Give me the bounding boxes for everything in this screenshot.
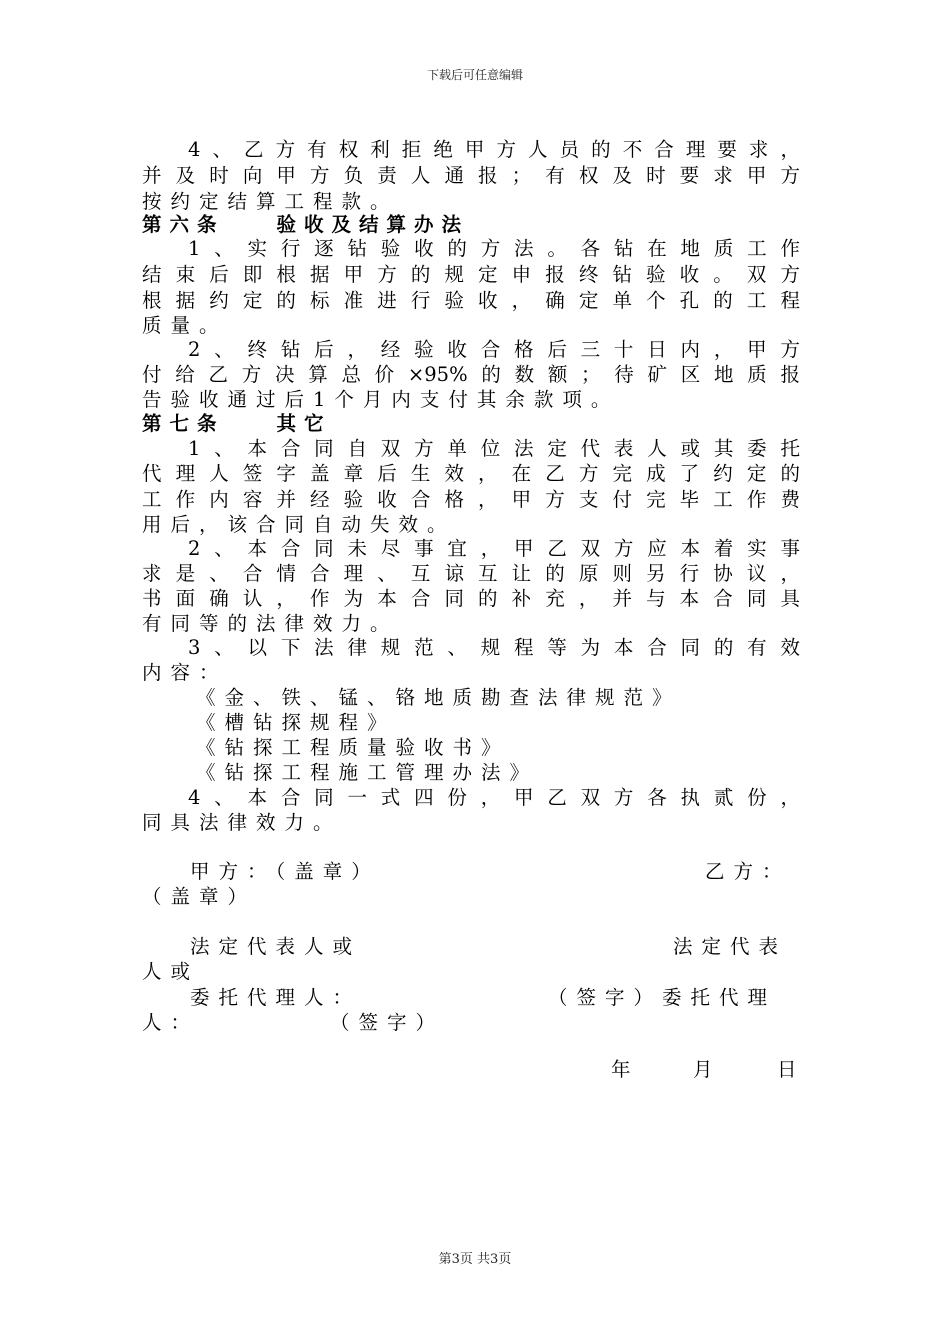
clause-line: 并及时向甲方负责人通报；有权及时要求甲方 <box>142 164 800 187</box>
article-title: 验收及结算办法 <box>276 213 470 236</box>
article-title: 其它 <box>276 412 332 435</box>
clause-line: 结束后即根据甲方的规定申报终钻验收。双方 <box>142 263 800 286</box>
party-b-representative: 法定代表 <box>673 935 788 958</box>
article-7-heading <box>142 411 800 437</box>
regulation-item: 《金、铁、锰、铬地质勘查法律规范》 <box>196 686 681 709</box>
clause-line: 4、乙方有权利拒绝甲方人员的不合理要求， <box>188 138 800 161</box>
clause-line: 有同等的法律效力。 <box>142 612 399 635</box>
clause-line: 付给乙方决算总价×95%的数额；待矿区地质报 <box>142 363 800 386</box>
party-a-representative: 法定代表人或 <box>190 935 362 958</box>
party-b-seal: （盖章） <box>142 885 257 908</box>
clause-line: 质量。 <box>142 314 228 337</box>
date-month: 月 <box>693 1058 722 1081</box>
regulation-item: 《槽钻探规程》 <box>196 711 396 734</box>
regulation-item: 《钻探工程施工管理办法》 <box>196 761 539 784</box>
article-number: 第六条 <box>142 213 225 236</box>
page-header: 下载后可任意编辑 <box>426 68 523 82</box>
date-day: 日 <box>777 1058 806 1081</box>
party-a-seal: 甲方：（盖章） <box>190 860 380 883</box>
party-a-agent: 委托代理人： <box>190 986 362 1009</box>
clause-line: 4、本合同一式四份，甲乙双方各执贰份， <box>188 786 800 809</box>
clause-line: 内容： <box>142 661 228 684</box>
date-year: 年 <box>611 1058 640 1081</box>
clause-line: 按约定结算工程款。 <box>142 190 399 213</box>
party-b-signature: （签字） <box>330 1011 445 1034</box>
party-b-label: 乙方： <box>705 860 791 883</box>
page-footer: 第3页 共3页 <box>438 1252 512 1267</box>
clause-line: 1、本合同自双方单位法定代表人或其委托 <box>188 437 800 460</box>
clause-line: 3、以下法律规范、规程等为本合同的有效 <box>188 636 800 659</box>
party-b-representative-cont: 人或 <box>142 960 200 983</box>
clause-line: 代理人签字盖章后生效，在乙方完成了约定的 <box>142 462 800 485</box>
clause-line: 告验收通过后1个月内支付其余款项。 <box>142 388 620 411</box>
clause-line: 根据约定的标准进行验收，确定单个孔的工程 <box>142 289 800 312</box>
clause-line: 求是、合情合理、互谅互让的原则另行协议， <box>142 562 800 585</box>
clause-line: 用后，该合同自动失效。 <box>142 513 456 536</box>
regulation-item: 《钻探工程质量验收书》 <box>196 736 510 759</box>
clause-line: 书面确认，作为本合同的补充，并与本合同具 <box>142 587 800 610</box>
clause-line: 1、实行逐钻验收的方法。各钻在地质工作 <box>188 237 800 260</box>
party-a-signature: （签字）委托代理 <box>548 986 777 1009</box>
clause-line: 同具法律效力。 <box>142 811 342 834</box>
party-b-agent: 人： <box>142 1011 200 1034</box>
article-number: 第七条 <box>142 412 225 435</box>
article-6-heading <box>142 212 800 238</box>
clause-line: 2、本合同未尽事宜，甲乙双方应本着实事 <box>188 537 800 560</box>
clause-line: 2、终钻后，经验收合格后三十日内，甲方 <box>188 338 800 361</box>
clause-line: 工作内容并经验收合格，甲方支付完毕工作费 <box>142 488 800 511</box>
